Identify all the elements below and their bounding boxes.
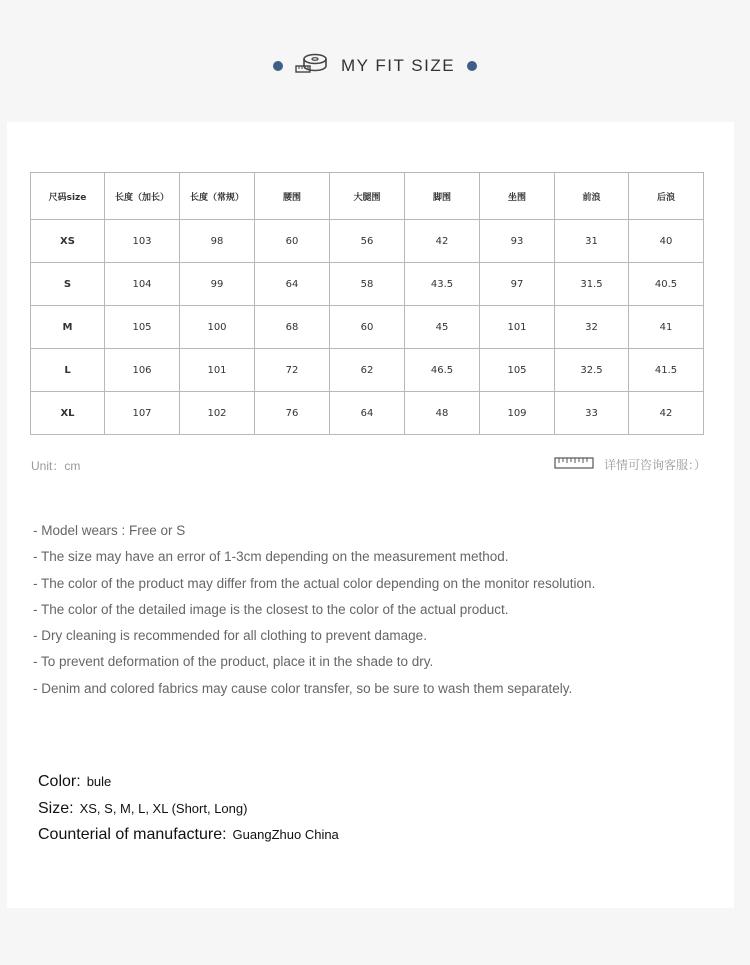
ruler-icon [554,456,594,473]
spec-color [38,769,339,796]
size-card [7,122,734,908]
spec-size [38,796,339,823]
table-cell: 101 [480,306,555,349]
table-cell: M [31,306,105,349]
table-cell: L [31,349,105,392]
section-title: MY FIT SIZE [340,56,456,75]
table-row [31,263,704,306]
table-cell: 76 [255,392,330,435]
header-thigh: 大腿围 [330,173,405,220]
table-cell: 107 [105,392,180,435]
table-cell: 31 [555,220,629,263]
list-item: - The color of the detailed image is the closest to the color of the actual product. [33,601,509,617]
table-cell: 40 [629,220,704,263]
section-header [0,48,750,84]
table-cell: 64 [330,392,405,435]
table-cell: 68 [255,306,330,349]
table-cell: XS [31,220,105,263]
table-cell: 42 [405,220,480,263]
table-cell: 64 [255,263,330,306]
left-dot [273,61,283,71]
table-cell: 102 [180,392,255,435]
header-hip: 坐围 [480,173,555,220]
table-cell: 40.5 [629,263,704,306]
table-row [31,392,704,435]
table-cell: 43.5 [405,263,480,306]
table-cell: 58 [330,263,405,306]
table-cell: 106 [105,349,180,392]
list-item: - Dry cleaning is recommended for all clothing to prevent damage. [33,628,427,644]
header-length-regular: 长度（常规） [180,173,255,220]
table-cell: 33 [555,392,629,435]
product-specs [38,769,339,849]
table-cell: 101 [180,349,255,392]
list-item: - The size may have an error of 1-3cm depending on the measurement method. [33,549,509,565]
header-front-rise: 前浪 [555,173,629,220]
care-notes [33,518,595,702]
table-cell: 60 [330,306,405,349]
table-cell: 97 [480,263,555,306]
list-item: - The color of the product may differ from the actual color depending on the monitor resolution. [33,575,596,591]
table-cell: 60 [255,220,330,263]
contact-note [554,456,706,473]
table-cell: 105 [105,306,180,349]
table-cell: 93 [480,220,555,263]
table-cell: 45 [405,306,480,349]
unit-label: Unit：cm [31,459,81,473]
table-cell: 98 [180,220,255,263]
spec-manufacture [38,822,339,849]
table-cell: 56 [330,220,405,263]
table-cell: 41.5 [629,349,704,392]
table-cell: 62 [330,349,405,392]
table-cell: 100 [180,306,255,349]
table-cell: 42 [629,392,704,435]
list-item: - Denim and colored fabrics may cause color transfer, so be sure to wash them separately. [33,680,573,696]
table-cell: 41 [629,306,704,349]
table-row [31,306,704,349]
table-header-row [31,173,704,220]
table-row [31,349,704,392]
table-cell: S [31,263,105,306]
table-row [31,220,704,263]
header-length-long: 长度（加长） [105,173,180,220]
header-leg-opening: 脚围 [405,173,480,220]
table-cell: 104 [105,263,180,306]
list-item: - To prevent deformation of the product, place it in the shade to dry. [33,654,434,670]
table-cell: 48 [405,392,480,435]
contact-text: 详情可咨询客服：） [603,458,706,472]
table-cell: 103 [105,220,180,263]
header-back-rise: 后浪 [629,173,704,220]
size-value: XS, S, M, L, XL (Short, Long) [79,800,248,816]
table-cell: 99 [180,263,255,306]
list-item: - Model wears : Free or S [33,523,186,538]
header-waist: 腰围 [255,173,330,220]
table-cell: 72 [255,349,330,392]
manufacture-label: Counterial of manufacture: [38,826,227,843]
header-size: 尺码size [31,173,105,220]
table-cell: 32.5 [555,349,629,392]
table-cell: 32 [555,306,629,349]
table-cell: 31.5 [555,263,629,306]
manufacture-value: GuangZhuo China [232,827,339,842]
table-cell: 105 [480,349,555,392]
table-cell: 46.5 [405,349,480,392]
table-cell: 109 [480,392,555,435]
size-label: Size: [38,799,74,817]
right-dot [467,61,477,71]
measuring-tape-icon [295,52,331,80]
color-value: bule [86,774,112,789]
size-table [30,172,704,435]
table-cell: XL [31,392,105,435]
color-label: Color: [38,773,81,790]
